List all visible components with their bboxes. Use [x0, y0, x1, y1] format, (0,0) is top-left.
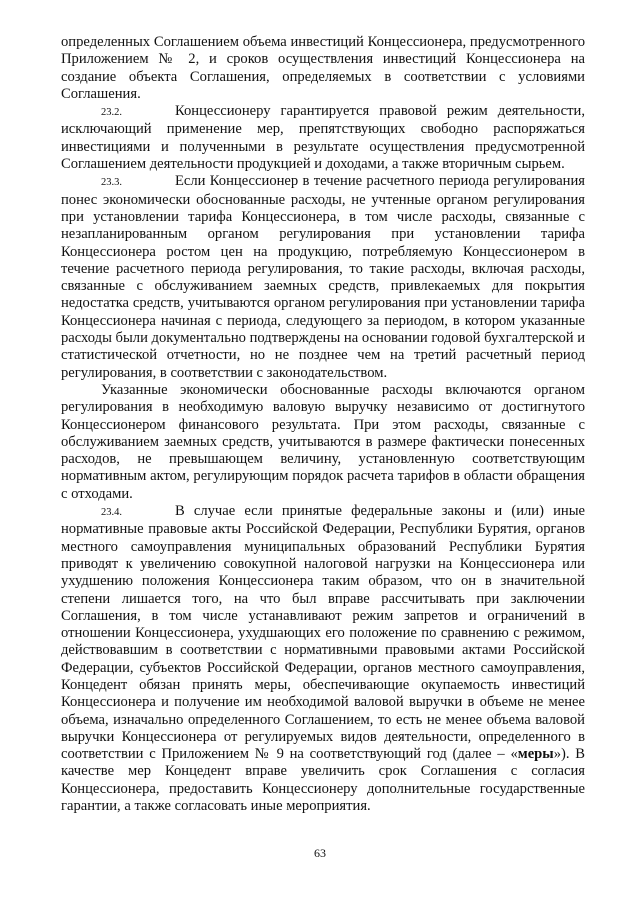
paragraph-expenses — [61, 382, 585, 503]
clause-text: В случае если принятые федеральные законы и (или) иные нормативные правовые акты Российской Федерации, Республики Бурятия, органов местного самоуправления муниципальных образований Республики Бурятия приводят к увеличению совокупной налоговой нагрузки на Концессионера или ухудшению положения Концессионера таким образом, что он в значительной степени лишается того, на что был вправе рассчитывать при заключении Соглашения, в том числе устанавливают режим запретов и ограничений в отношении Концессионера, ухудшающих его положение по сравнению с режимом, действовавшим в соответствии с нормативными правовыми актами Российской Федерации, субъектов Российской Федерации, органов местного самоуправления, Концедент обязан принять меры, обеспечивающие окупаемость инвестиций Концессионера и получение им необходимой валовой выручки в объеме не менее объема, изначально определенного Соглашением, то есть не менее объема валовой выручки Концессионера от регулируемых видов деятельности, определенного в соответствии с Приложением № 9 на соответствующий год (далее – « — [61, 503, 585, 763]
clause-23-3 — [61, 173, 585, 382]
clause-number: 23.2. — [101, 107, 122, 119]
clause-text: Концессионеру гарантируется правовой режим деятельности, исключающий применение мер, препятствующих свободно распоряжаться инвестициями и полученными в результате осуществления предусмотренной Соглашением деятельности продукцией и доходами, а также вторичным сырьем. — [61, 103, 585, 173]
paragraph-continuation — [61, 34, 585, 103]
document-page — [61, 34, 585, 815]
paragraph-text: Указанные экономически обоснованные расходы включаются органом регулирования в необходимую валовую выручку независимо от достигнутого Концессионером финансового результата. При этом расходы, связанные с обслуживанием заемных средств, учитываются в размере фактически понесенных расходов, не превышающем величину, установленную соответствующим нормативным актом, регулирующим порядок расчета тарифов в области обращения с отходами. — [61, 381, 585, 502]
clause-number: 23.3. — [101, 177, 122, 189]
page-number: 63 — [314, 846, 326, 860]
defined-term: меры — [517, 746, 554, 763]
clause-text: Если Концессионер в течение расчетного периода регулирования понес экономически обоснованные расходы, не учтенные органом регулирования при установлении тарифа Концессионера, в том числе расходы, связанные с незапланированным органом регулирования при установлении тарифа Концессионера ростом цен на продукцию, потребляемую Концессионером в течение расчетного периода регулирования, то такие расходы, включая расходы, связанные с обслуживанием заемных средств, привлекаемых для покрытия недостатка средств, учитываются органом регулирования при установлении тарифа Концессионера начиная с периода, следующего за периодом, в котором указанные расходы были документально подтверждены на основании годовой бухгалтерской и статистической отчетности, но не позднее чем на третий расчетный период регулирования, в соответствии с законодательством. — [61, 173, 586, 381]
clause-23-2 — [61, 103, 585, 173]
clause-23-4 — [61, 503, 585, 815]
paragraph-text: определенных Соглашением объема инвестиций Концессионера, предусмотренного Приложением № 2, и сроков осуществления инвестиций Концессионера на создание объекта Соглашения, определяемых в соответствии с условиями Соглашения. — [61, 34, 585, 102]
clause-number: 23.4. — [101, 507, 122, 519]
clause-text-end: »). В качестве мер Концедент вправе увеличить срок Соглашения с согласия Концессионера, предоставить Концессионеру дополнительные государственные гарантии, а также согласовать иные мероприятия. — [61, 746, 586, 815]
